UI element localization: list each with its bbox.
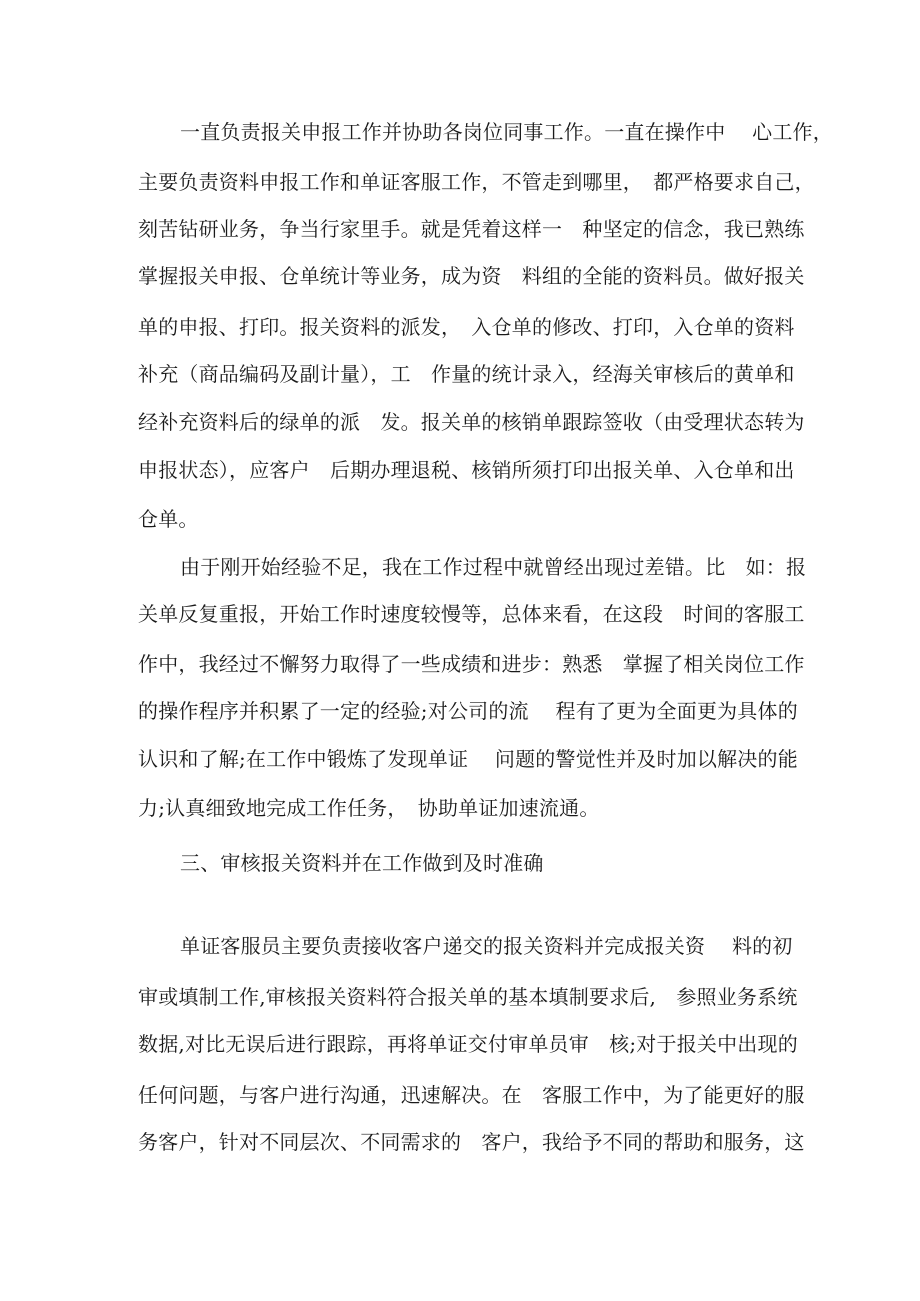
paragraph-3-line-1: 单证客服员主要负责接收客户递交的报关资料并完成报关资 料的初 bbox=[180, 934, 793, 958]
paragraph-2-line-1: 由于刚开始经验不足，我在工作过程中就曾经出现过差错。比 如：报 bbox=[180, 555, 807, 579]
paragraph-1-line-4: 掌握报关申报、仓单统计等业务，成为资 料组的全能的资料员。做好报关 bbox=[138, 264, 805, 288]
paragraph-2-line-2: 关单反复重报，开始工作时速度较慢等，总体来看，在这段 时间的客服工 bbox=[138, 602, 805, 626]
paragraph-3-line-2: 审或填制工作,审核报关资料符合报关单的基本填制要求后, 参照业务系统 bbox=[138, 985, 798, 1009]
paragraph-1-line-5: 单的申报、打印。报关资料的派发， 入仓单的修改、打印，入仓单的资料 bbox=[138, 315, 795, 339]
paragraph-2-line-4: 的操作程序并积累了一定的经验;对公司的流 程有了更为全面更为具体的 bbox=[138, 699, 798, 723]
paragraph-1-line-9: 仓单。 bbox=[138, 507, 199, 531]
paragraph-3-line-5: 务客户，针对不同层次、不同需求的 客户，我给予不同的帮助和服务，这 bbox=[138, 1130, 805, 1154]
paragraph-1-line-2: 主要负责资料申报工作和单证客服工作，不管走到哪里， 都严格要求自己， bbox=[138, 170, 815, 194]
paragraph-3-line-4: 任何问题，与客户进行沟通，迅速解决。在 客服工作中，为了能更好的服 bbox=[138, 1083, 805, 1107]
paragraph-2-line-6: 力;认真细致地完成工作任务， 协助单证加速流通。 bbox=[138, 796, 600, 820]
paragraph-3-line-3: 数据,对比无误后进行跟踪，再将单证交付审单员审 核;对于报关中出现的 bbox=[138, 1032, 798, 1056]
paragraph-1-line-6: 补充（商品编码及副计量），工 作量的统计录入，经海关审核后的黄单和 bbox=[138, 362, 795, 386]
paragraph-1-line-8: 申报状态），应客户 后期办理退税、核销所须打印出报关单、入仓单和出 bbox=[138, 458, 795, 482]
paragraph-1-line-7: 经补充资料后的绿单的派 发。报关单的核销单跟踪签收（由受理状态转为 bbox=[138, 410, 805, 434]
paragraph-2-line-3: 作中，我经过不懈努力取得了一些成绩和进步：熟悉 掌握了相关岗位工作 bbox=[138, 652, 805, 676]
paragraph-1-line-3: 刻苦钻研业务，争当行家里手。就是凭着这样一 种坚定的信念，我已熟练 bbox=[138, 217, 805, 241]
section-heading-3: 三、审核报关资料并在工作做到及时准确 bbox=[180, 851, 544, 875]
paragraph-2-line-5: 认识和了解;在工作中锻炼了发现单证 问题的警觉性并及时加以解决的能 bbox=[138, 747, 798, 771]
paragraph-1-line-1: 一直负责报关申报工作并协助各岗位同事工作。一直在操作中 心工作， bbox=[180, 120, 833, 144]
